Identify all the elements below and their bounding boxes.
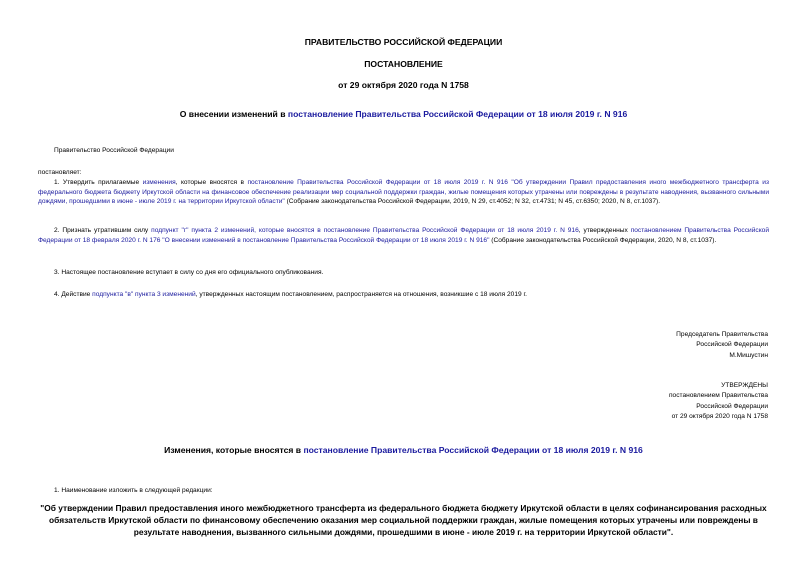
government-heading: ПРАВИТЕЛЬСТВО РОССИЙСКОЙ ФЕДЕРАЦИИ [304,37,503,47]
approved-org: Российской Федерации [696,402,768,410]
p2-text-a: 2. Признать утратившим силу [54,227,152,234]
signature-block [676,330,768,361]
approved-label: УТВЕРЖДЕНЫ [721,382,768,389]
changes-link[interactable]: постановление Правительства Российской Федерации от 18 июля 2019 г. N 916 [303,445,643,455]
intro-text: Правительство Российской Федерации [54,147,174,154]
p4-text-a: 4. Действие [54,291,93,298]
approved-block [669,381,768,423]
signature-title: Председатель Правительства [676,331,768,338]
new-name-quote: "Об утверждении Правил предоставления иного межбюджетного трансферта из федерального бюджета бюджету Иркутской области в целях софинансирования расходных обязательств Иркутской области по финансовому обеспечению оказания мер социальной поддержки граждан, жилые помещения которых утрачены или повреждены в результате наводнения, вызванного сильными дождями, прошедшими в июне - июле 2019 г. на территории Иркутской области". [40,503,767,537]
doc-type-heading: ПОСТАНОВЛЕНИЕ [364,59,443,69]
p1-link-decree[interactable]: постановление Правительства Российской Федерации от 18 июля 2019 г. N 916 "Об утверждении Правил предоставления иного межбюджетного трансферта из федерального бюджета бюджету Иркутской области на финансовое обеспечение реализации мер социальной поддержки граждан, жилые помещения которых утрачены или повреждены в результате наводнения, вызванного сильными дождями, прошедшими в июне - июле 2019 г. на территории Иркутской области" [38,179,769,206]
p2-link-decree[interactable]: постановлением Правительства Российской Федерации от 18 февраля 2020 г. N 176 "О внесении изменений в постановление Правительства Российской Федерации от 18 июля 2019 г. N 916" [38,227,769,244]
changes-prefix: Изменения, которые вносятся в [164,445,304,455]
approved-by: постановлением Правительства [668,392,768,400]
title-link[interactable]: постановление Правительства Российской Федерации от 18 июля 2019 г. N 916 [287,109,628,119]
signature-org: Российской Федерации [696,341,768,349]
changes-title [0,445,807,455]
p1-link-changes[interactable]: изменения [142,179,176,186]
p1-text-b: , которые вносятся в [175,179,248,186]
p4-text-b: , утвержденных настоящим постановлением, распространяется на отношения, возникшие с 18 июля 2019 г. [195,291,527,298]
p2-text-b: , утвержденных [578,227,631,234]
date-number-heading: от 29 октября 2020 года N 1758 [338,80,469,90]
changes-item-1: 1. Наименование изложить в следующей редакции: [54,487,213,494]
p1-text-c: (Собрание законодательства Российской Федерации, 2019, N 29, ст.4052; N 32, ст.4731; N 45, ст.6350; 2020, N 8, ст.1037). [284,198,661,206]
signature-name: М.Мишустин [729,351,768,359]
paragraph-3: 3. Настоящее постановление вступает в силу со дня его официального опубликования. [54,269,324,276]
paragraph-4 [38,290,769,300]
document-title [0,109,807,119]
p4-link-subpoint[interactable]: подпункта "в" пункта 3 изменений [92,291,196,298]
title-prefix: О внесении изменений в [179,109,288,119]
p2-text-c: (Собрание законодательства Российской Федерации, 2020, N 8, ст.1037). [489,236,717,244]
paragraph-1 [38,178,769,207]
p2-link-subpoint[interactable]: подпункт "г" пункта 2 изменений, которые вносятся в постановление Правительства Российской Федерации от 18 июля 2019 г. N 916 [151,227,579,234]
approved-date: от 29 октября 2020 года N 1758 [671,413,768,421]
decree-text: постановляет: [38,169,82,176]
p1-text-a: 1. Утвердить прилагаемые [54,179,143,186]
paragraph-2 [38,226,769,245]
